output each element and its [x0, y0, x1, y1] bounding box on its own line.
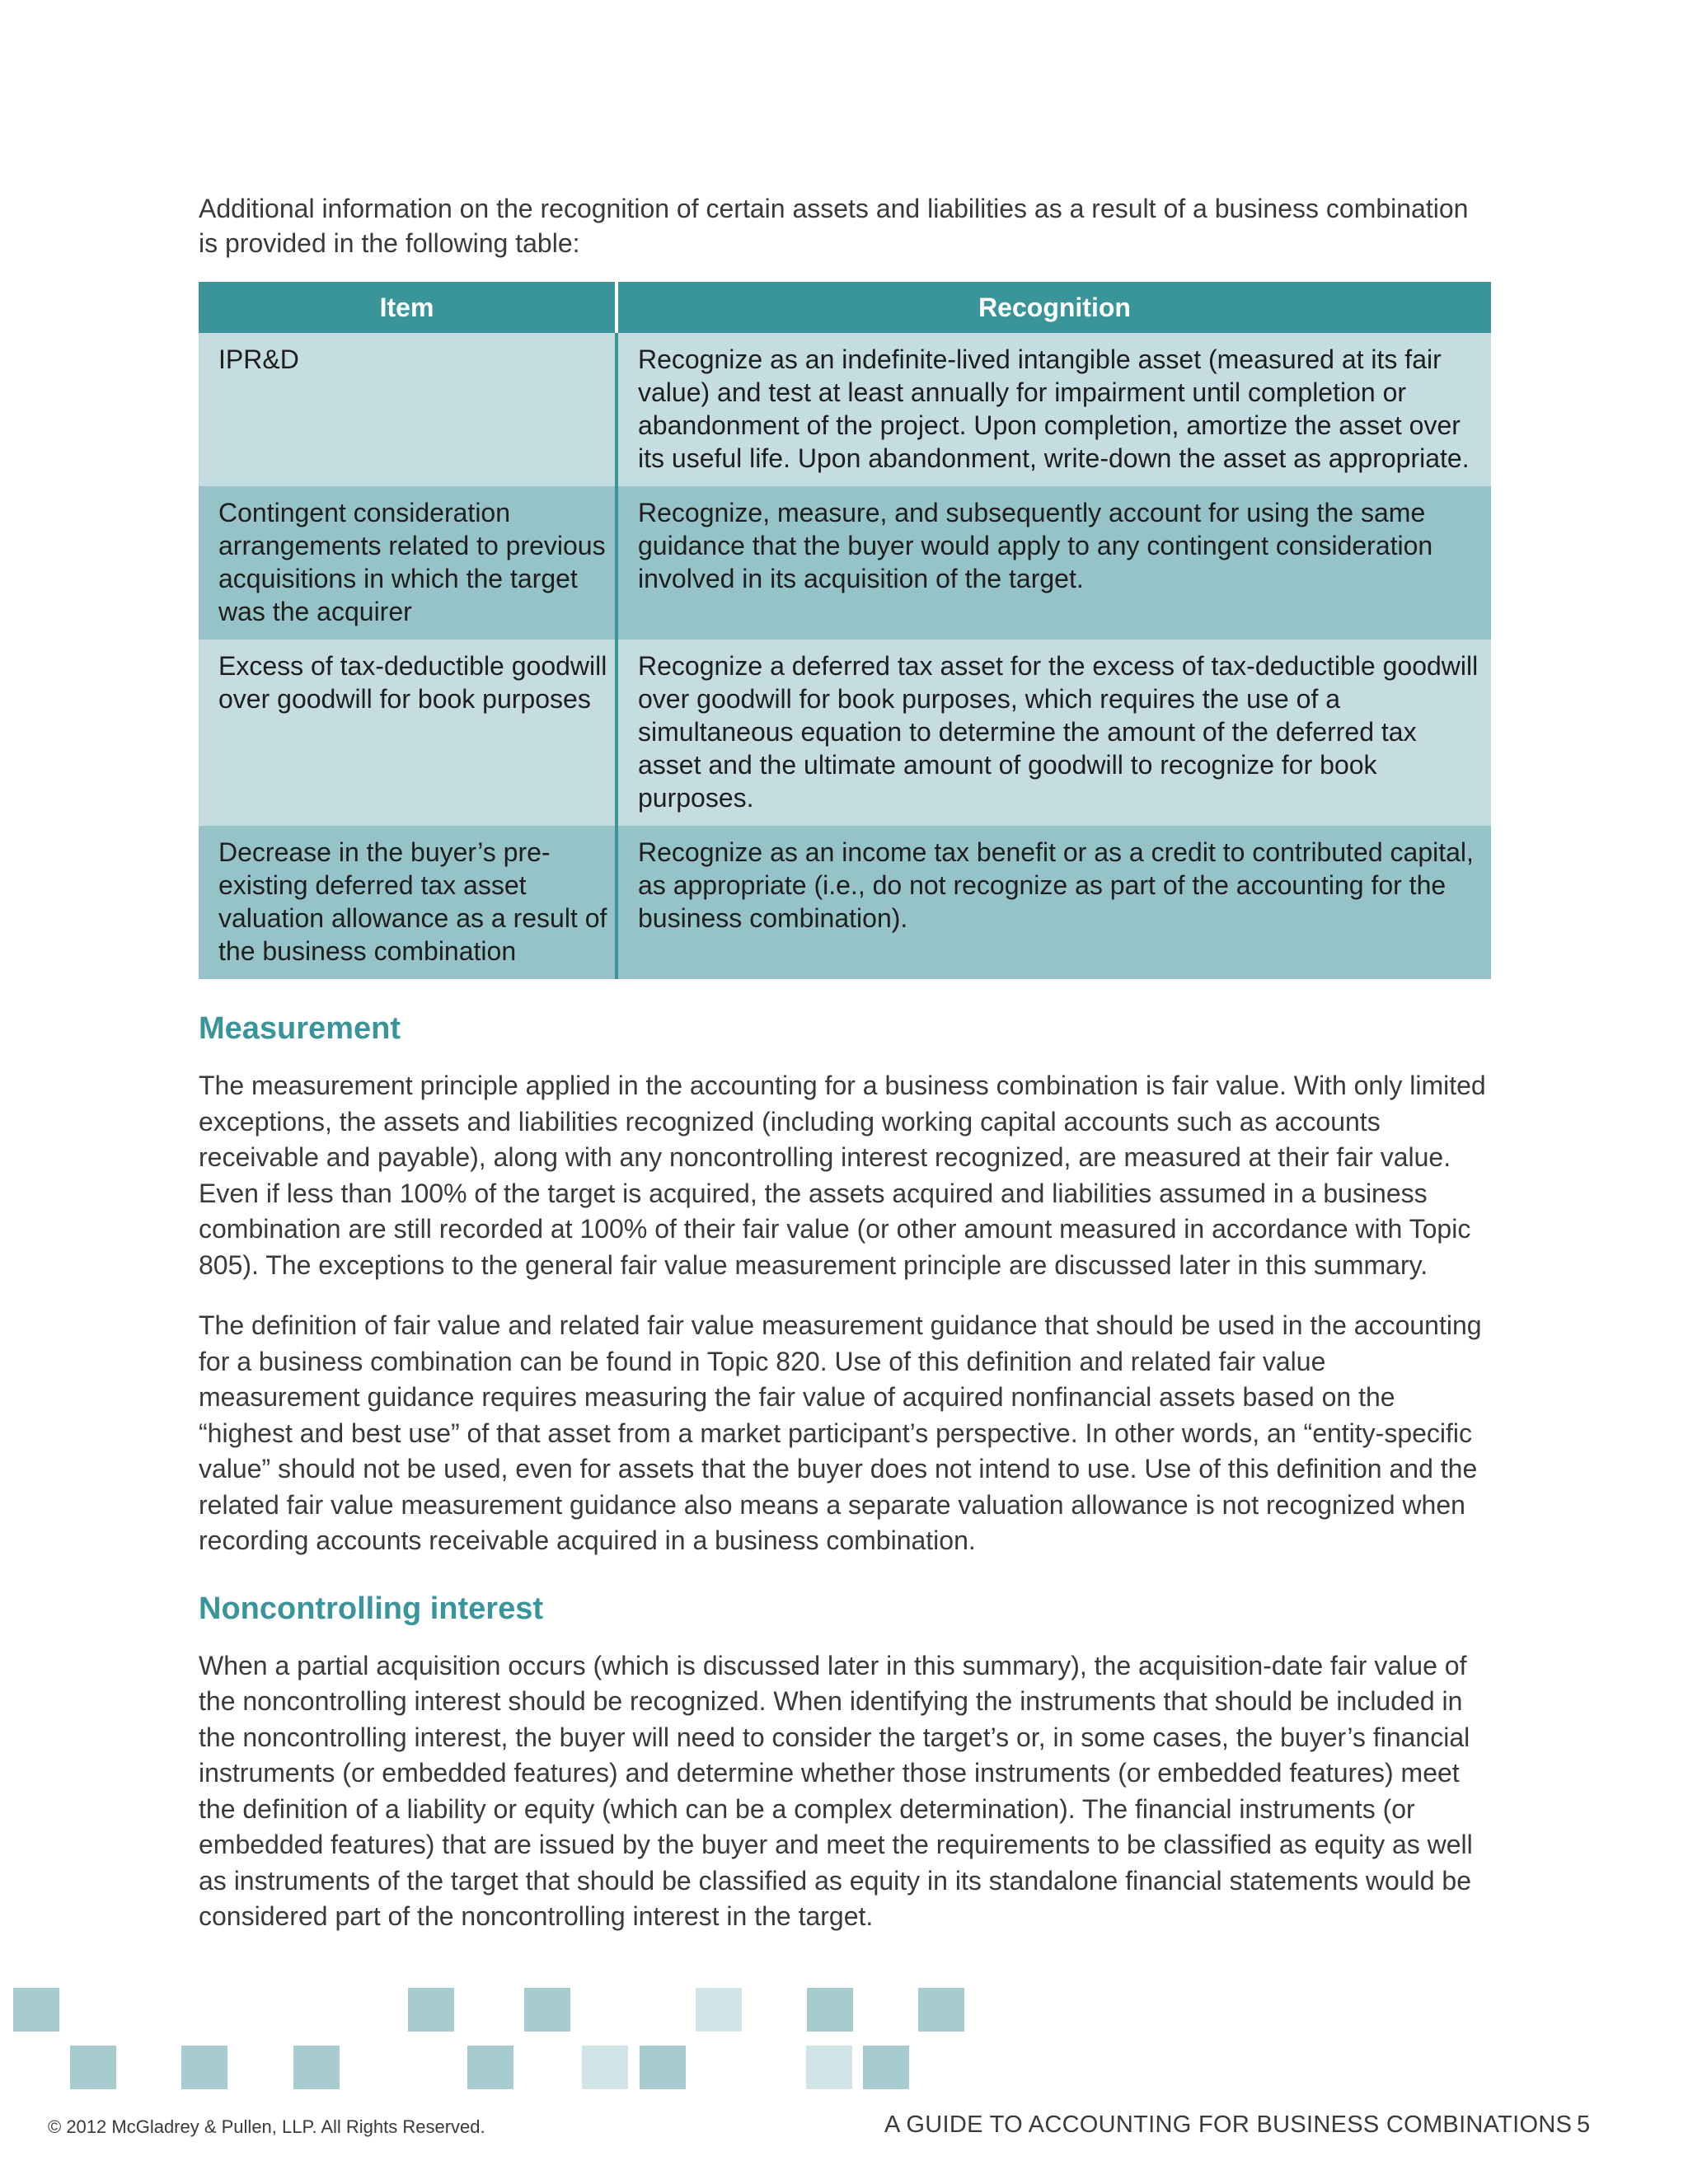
- noncontrolling-paragraph: When a partial acquisition occurs (which is discussed later in this summary), the acquisition-date fair value of the noncontrolling interest should be recognized. When identifying the instruments that should be included in the noncontrolling interest, the buyer will need to consider the target’s or, in some cases, the buyer’s financial instruments (or embedded features) and determine whether those instruments (or embedded features) meet the definition of a liability or equity (which can be a complex determination). The financial instruments (or embedded features) that are issued by the buyer and meet the requirements to be classified as equity as well as instruments of the target that should be classified as equity in its standalone financial statements would be considered part of the noncontrolling interest in the target.: [199, 1650, 1473, 1931]
- footer-document-title: A GUIDE TO ACCOUNTING FOR BUSINESS COMBINATIONS: [884, 2111, 1573, 2138]
- deco-square: [807, 1988, 853, 2032]
- page-number: 5: [1577, 2111, 1591, 2138]
- page-content: [199, 191, 1491, 1960]
- item-cell: Contingent consideration arrangements related to previous acquisitions in which the target was the acquirer: [199, 486, 617, 640]
- recognition-cell: Recognize a deferred tax asset for the excess of tax-deductible goodwill over goodwill for book purposes, which requires the use of a simultaneous equation to determine the amount of the deferred tax asset and the ultimate amount of goodwill to recognize for book purposes.: [617, 640, 1491, 826]
- intro-paragraph: Additional information on the recognition of certain assets and liabilities as a result of a business combination is provided in the following table:: [199, 194, 1469, 258]
- deco-square: [918, 1988, 964, 2032]
- deco-square: [863, 2046, 909, 2089]
- recognition-cell: Recognize, measure, and subsequently account for using the same guidance that the buyer would apply to any contingent consideration involved in its acquisition of the target.: [617, 486, 1491, 640]
- table-header-row: [199, 282, 1491, 333]
- deco-square: [467, 2046, 513, 2089]
- deco-square: [408, 1988, 454, 2032]
- deco-square: [640, 2046, 686, 2089]
- table-row: [199, 333, 1491, 486]
- deco-square: [524, 1988, 570, 2032]
- item-cell: Excess of tax-deductible goodwill over goodwill for book purposes: [199, 640, 617, 826]
- table-row: [199, 486, 1491, 640]
- deco-square: [181, 2046, 227, 2089]
- table-row: [199, 826, 1491, 979]
- deco-square: [806, 2046, 852, 2089]
- deco-square: [70, 2046, 116, 2089]
- copyright-notice: © 2012 McGladrey & Pullen, LLP. All Rights Reserved.: [48, 2116, 485, 2137]
- item-cell: Decrease in the buyer’s pre-existing deferred tax asset valuation allowance as a result of the business combination: [199, 826, 617, 979]
- header-recognition: Recognition: [617, 282, 1491, 333]
- item-cell: IPR&D: [199, 333, 617, 486]
- deco-square: [13, 1988, 59, 2032]
- noncontrolling-heading: Noncontrolling interest: [199, 1591, 543, 1626]
- measurement-paragraph-2: The definition of fair value and related fair value measurement guidance that should be used in the accounting for a business combination can be found in Topic 820. Use of this definition and related fair value measurement guidance requires measuring the fair value of acquired nonfinancial assets based on the “highest and best use” of that asset from a market participant’s perspective. In other words, an “entity-specific value” should not be used, even for assets that the buyer does not intend to use. Use of this definition and the related fair value measurement guidance also means a separate valuation allowance is not recognized when recording accounts receivable acquired in a business combination.: [199, 1310, 1482, 1555]
- deco-square: [293, 2046, 340, 2089]
- recognition-cell: Recognize as an income tax benefit or as a credit to contributed capital, as appropriate (i.e., do not recognize as part of the accounting for the business combination).: [617, 826, 1491, 979]
- deco-square: [696, 1988, 742, 2032]
- recognition-table: [199, 282, 1491, 979]
- recognition-cell: Recognize as an indefinite-lived intangible asset (measured at its fair value) and test at least annually for impairment until completion or abandonment of the project. Upon completion, amortize the asset over its useful life. Upon abandonment, write-down the asset as appropriate.: [617, 333, 1491, 486]
- table-row: [199, 640, 1491, 826]
- header-item: Item: [199, 282, 617, 333]
- deco-square: [582, 2046, 628, 2089]
- measurement-paragraph-1: The measurement principle applied in the accounting for a business combination is fair value. With only limited exceptions, the assets and liabilities recognized (including working capital accounts such as accounts receivable and payable), along with any noncontrolling interest recognized, are measured at their fair value. Even if less than 100% of the target is acquired, the assets acquired and liabilities assumed in a business combination are still recorded at 100% of their fair value (or other amount measured in accordance with Topic 805). The exceptions to the general fair value measurement principle are discussed later in this summary.: [199, 1071, 1486, 1280]
- measurement-heading: Measurement: [199, 1011, 401, 1046]
